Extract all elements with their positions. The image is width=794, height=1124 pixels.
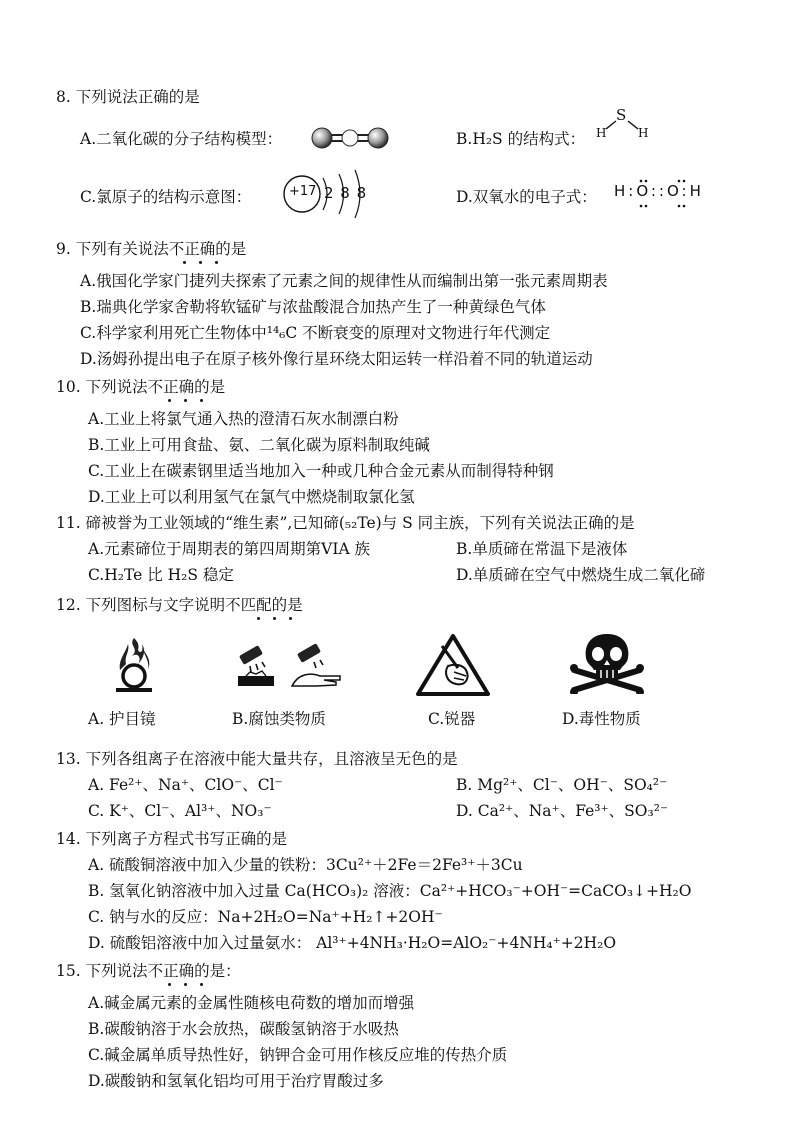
q9-stem: 9. 下列有关说法不正确的是 bbox=[56, 240, 247, 258]
q10-option-d: D.工业上可以利用氢气在氯气中燃烧制取氯化氢 bbox=[88, 488, 415, 506]
q15-option-a: A.碱金属元素的金属性随核电荷数的增加而增强 bbox=[88, 994, 415, 1012]
emphasis-dot bbox=[200, 399, 203, 402]
q12-option-d: D.毒性物质 bbox=[562, 710, 641, 728]
oxidizer-flame-icon bbox=[112, 636, 156, 692]
toxic-skull-icon bbox=[568, 632, 646, 694]
co2-model-icon bbox=[308, 124, 392, 152]
q11-option-b: B.单质碲在常温下是液体 bbox=[456, 540, 628, 558]
emphasis-dot bbox=[199, 261, 202, 264]
q9-option-a: A.俄国化学家门捷列夫探索了元素之间的规律性从而编制出第一张元素周期表 bbox=[80, 272, 608, 290]
emphasis-dot bbox=[289, 617, 292, 620]
electron-shell-counts: 2 8 8 bbox=[324, 184, 368, 202]
h2o2-formula-text: H:O::O:H bbox=[614, 182, 704, 200]
q8-option-c: C.氯原子的结构示意图： bbox=[80, 188, 252, 206]
q15-option-c: C.碱金属单质导热性好，钠钾合金可用作核反应堆的传热介质 bbox=[88, 1046, 508, 1064]
q14-stem: 14. 下列离子方程式书写正确的是 bbox=[56, 830, 288, 848]
q14-option-a: A. 硫酸铜溶液中加入少量的铁粉：3Cu²⁺＋2Fe＝2Fe³⁺＋3Cu bbox=[88, 856, 523, 874]
q10-option-a: A.工业上将氯气通入热的澄清石灰水制漂白粉 bbox=[88, 410, 399, 428]
q12-option-a: A. 护目镜 bbox=[88, 710, 156, 728]
q13-option-b: B. Mg²⁺、Cl⁻、OH⁻、SO₄²⁻ bbox=[456, 776, 668, 794]
emphasis-dot bbox=[184, 399, 187, 402]
q12-option-b: B.腐蚀类物质 bbox=[232, 710, 326, 728]
lone-pair-dots-icon bbox=[614, 178, 724, 212]
nucleus-charge: +17 bbox=[289, 184, 317, 199]
chlorine-atom-diagram bbox=[280, 164, 380, 220]
q9-option-b: B.瑞典化学家舍勒将软锰矿与浓盐酸混合加热产生了一种黄绿色气体 bbox=[80, 298, 546, 316]
q9-option-c: C.科学家利用死亡生物体中¹⁴₆C 不断衰变的原理对文物进行年代测定 bbox=[80, 324, 551, 342]
q14-option-d: D. 硫酸铝溶液中加入过量氨水： Al³⁺+4NH₃·H₂O=AlO₂⁻+4NH₄⁺+2H₂O bbox=[88, 934, 617, 952]
emphasis-dot bbox=[273, 617, 276, 620]
emphasis-dot bbox=[168, 983, 171, 986]
q15-option-d: D.碳酸钠和氢氧化铝均可用于治疗胃酸过多 bbox=[88, 1072, 384, 1090]
q11-option-c: C.H₂Te 比 H₂S 稳定 bbox=[88, 566, 234, 584]
sharp-objects-icon bbox=[414, 632, 492, 698]
q13-stem: 13. 下列各组离子在溶液中能大量共存，且溶液呈无色的是 bbox=[56, 750, 458, 768]
q10-option-c: C.工业上在碳素钢里适当地加入一种或几种合金元素从而制得特种钢 bbox=[88, 462, 554, 480]
q8-option-b: B.H₂S 的结构式： bbox=[456, 130, 586, 148]
q15-stem: 15. 下列说法不正确的是： bbox=[56, 962, 241, 980]
q10-option-b: B.工业上可用食盐、氨、二氧化碳为原料制取纯碱 bbox=[88, 436, 430, 454]
q11-stem: 11. 碲被誉为工业领域的“维生素”,已知碲(₅₂Te)与 S 同主族，下列有关说法正确的是 bbox=[56, 514, 635, 532]
q8-stem: 8. 下列说法正确的是 bbox=[56, 88, 200, 106]
emphasis-dot bbox=[215, 261, 218, 264]
h2s-bonds-icon bbox=[592, 106, 652, 150]
corrosive-icon bbox=[236, 642, 348, 688]
h2o2-electron-formula bbox=[614, 178, 724, 212]
q13-option-a: A. Fe²⁺、Na⁺、ClO⁻、Cl⁻ bbox=[88, 776, 283, 794]
q11-option-a: A.元素碲位于周期表的第四周期第VIA 族 bbox=[88, 540, 371, 558]
emphasis-dot bbox=[168, 399, 171, 402]
h2s-structure bbox=[592, 106, 652, 150]
emphasis-dot bbox=[183, 261, 186, 264]
q15-option-b: B.碳酸钠溶于水会放热，碳酸氢钠溶于水吸热 bbox=[88, 1020, 399, 1038]
q8-option-d: D.双氧水的电子式： bbox=[456, 188, 597, 206]
q13-option-c: C. K⁺、Cl⁻、Al³⁺、NO₃⁻ bbox=[88, 802, 272, 820]
h2s-s-atom: S bbox=[616, 106, 627, 124]
h2s-h-atom-right: H bbox=[638, 126, 649, 140]
emphasis-dot bbox=[257, 617, 260, 620]
q13-option-d: D. Ca²⁺、Na⁺、Fe³⁺、SO₃²⁻ bbox=[456, 802, 669, 820]
q12-stem: 12. 下列图标与文字说明不匹配的是 bbox=[56, 596, 303, 614]
q11-option-d: D.单质碲在空气中燃烧生成二氧化碲 bbox=[456, 566, 706, 584]
q14-option-c: C. 钠与水的反应：Na+2H₂O=Na⁺+H₂↑+2OH⁻ bbox=[88, 908, 443, 926]
q12-option-c: C.锐器 bbox=[428, 710, 476, 728]
emphasis-dot bbox=[184, 983, 187, 986]
q10-stem: 10. 下列说法不正确的是 bbox=[56, 378, 226, 396]
q8-option-a: A.二氧化碳的分子结构模型： bbox=[80, 130, 283, 148]
q9-option-d: D.汤姆孙提出电子在原子核外像行星环绕太阳运转一样沿着不同的轨道运动 bbox=[80, 350, 593, 368]
h2s-h-atom-left: H bbox=[596, 126, 607, 140]
emphasis-dot bbox=[200, 983, 203, 986]
q14-option-b: B. 氢氧化钠溶液中加入过量 Ca(HCO₃)₂ 溶液：Ca²⁺+HCO₃⁻+OH⁻=CaCO₃↓+H₂O bbox=[88, 882, 692, 900]
